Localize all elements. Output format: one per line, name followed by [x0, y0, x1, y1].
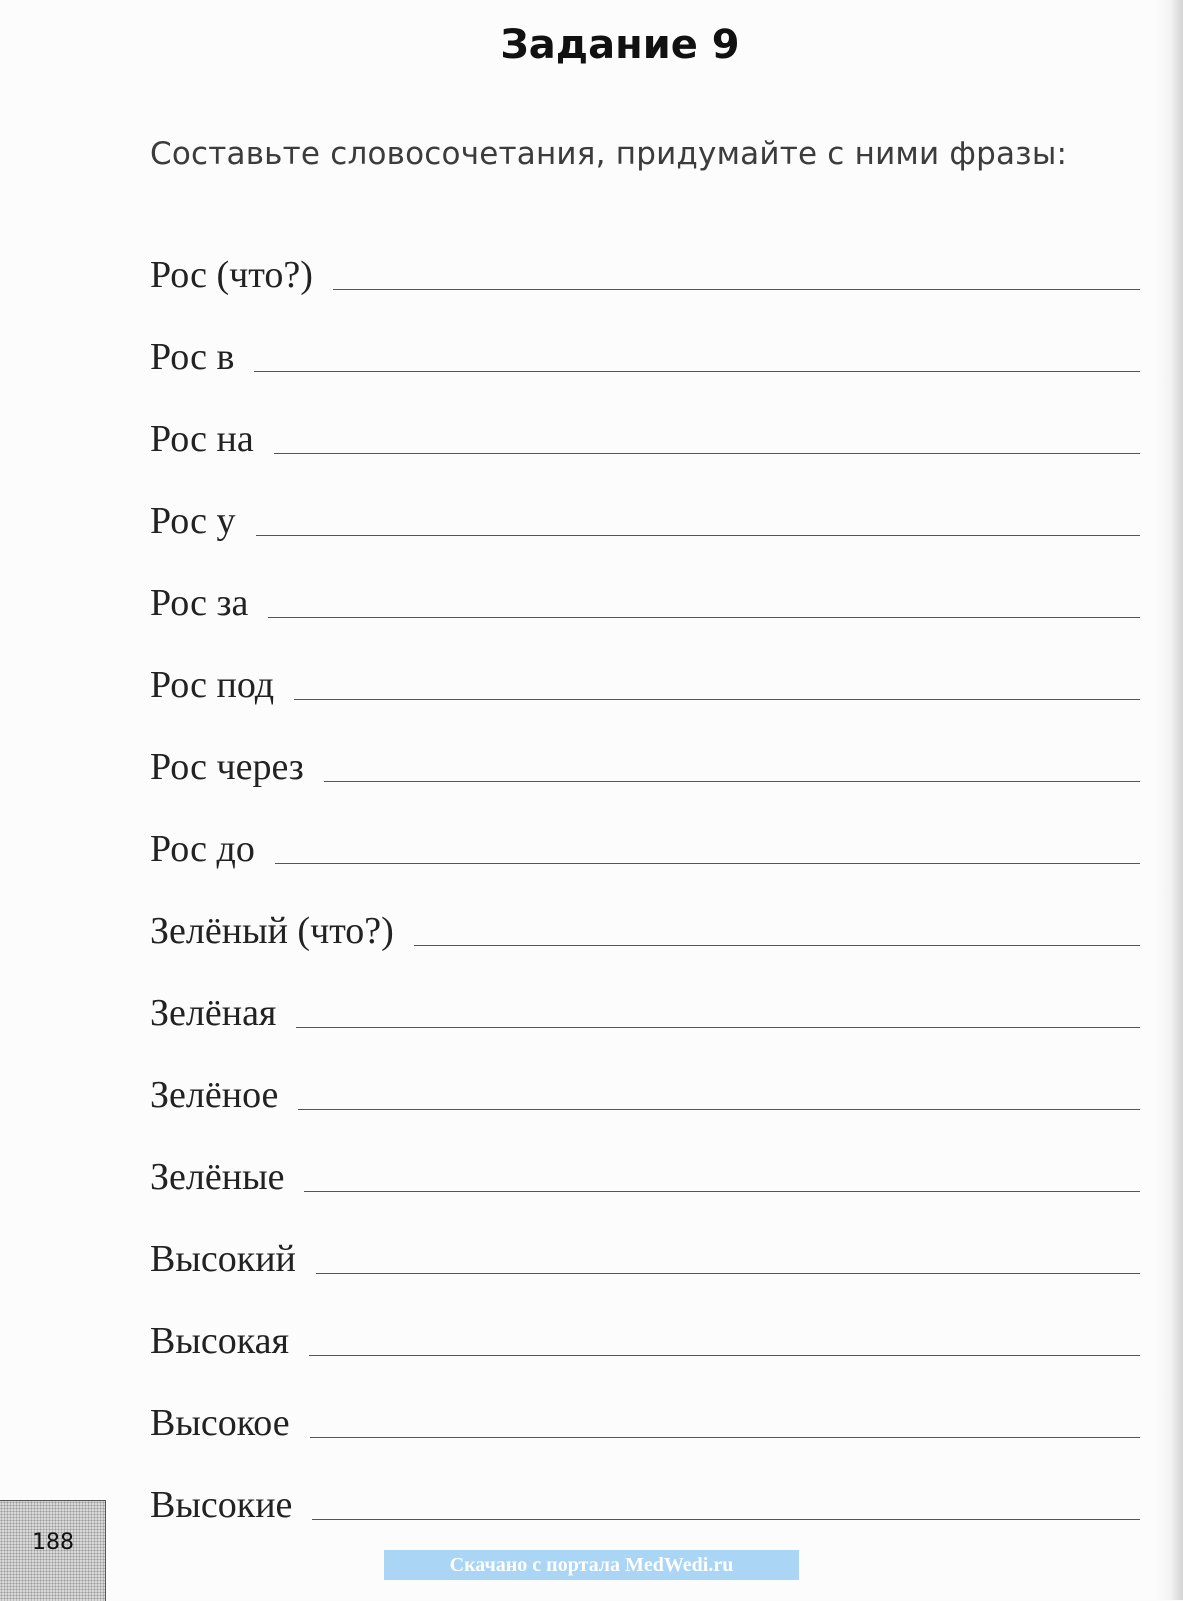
row-label: Рос в	[150, 336, 235, 378]
exercise-row	[150, 212, 1140, 294]
row-label: Зелёные	[150, 1156, 285, 1198]
row-label: Рос через	[150, 746, 304, 788]
exercise-row	[150, 622, 1140, 704]
page-edge-shadow	[1155, 0, 1183, 1600]
answer-line[interactable]	[324, 751, 1140, 782]
row-label: Высокая	[150, 1320, 289, 1362]
exercise-row	[150, 1278, 1140, 1360]
row-label: Зелёное	[150, 1074, 279, 1116]
row-label: Зелёный (что?)	[150, 910, 394, 952]
answer-line[interactable]	[310, 1407, 1140, 1438]
exercise-row	[150, 1196, 1140, 1278]
answer-line[interactable]	[274, 423, 1140, 454]
page-number: 188	[32, 1530, 74, 1555]
exercise-row	[150, 950, 1140, 1032]
exercise-rows	[150, 212, 1140, 1524]
answer-line[interactable]	[414, 915, 1140, 946]
answer-line[interactable]	[275, 833, 1140, 864]
answer-line[interactable]	[316, 1243, 1140, 1274]
row-label: Высокое	[150, 1402, 290, 1444]
row-label: Зелёная	[150, 992, 277, 1034]
row-label: Рос у	[150, 500, 236, 542]
row-label: Рос на	[150, 418, 254, 460]
row-label: Высокие	[150, 1484, 293, 1526]
answer-line[interactable]	[294, 669, 1140, 700]
answer-line[interactable]	[312, 1489, 1140, 1520]
row-label: Рос до	[150, 828, 255, 870]
exercise-row	[150, 294, 1140, 376]
exercise-row	[150, 1442, 1140, 1524]
answer-line[interactable]	[256, 505, 1141, 536]
exercise-row	[150, 540, 1140, 622]
task-title: Задание 9	[500, 22, 740, 68]
exercise-row	[150, 1032, 1140, 1114]
row-label: Рос (что?)	[150, 254, 313, 296]
exercise-row	[150, 704, 1140, 786]
exercise-row	[150, 458, 1140, 540]
task-instruction: Составьте словосочетания, придумайте с ними фразы:	[150, 136, 1068, 172]
exercise-row	[150, 786, 1140, 868]
row-label: Рос под	[150, 664, 275, 706]
answer-line[interactable]	[296, 997, 1140, 1028]
exercise-row	[150, 376, 1140, 458]
answer-line[interactable]	[254, 341, 1140, 372]
answer-line[interactable]	[268, 587, 1140, 618]
answer-line[interactable]	[333, 259, 1140, 290]
answer-line[interactable]	[298, 1079, 1140, 1110]
exercise-row	[150, 1114, 1140, 1196]
watermark-banner: Скачано с портала MedWedi.ru	[384, 1550, 799, 1580]
row-label: Рос за	[150, 582, 249, 624]
answer-line[interactable]	[304, 1161, 1140, 1192]
exercise-row	[150, 1360, 1140, 1442]
exercise-row	[150, 868, 1140, 950]
answer-line[interactable]	[309, 1325, 1140, 1356]
row-label: Высокий	[150, 1238, 296, 1280]
